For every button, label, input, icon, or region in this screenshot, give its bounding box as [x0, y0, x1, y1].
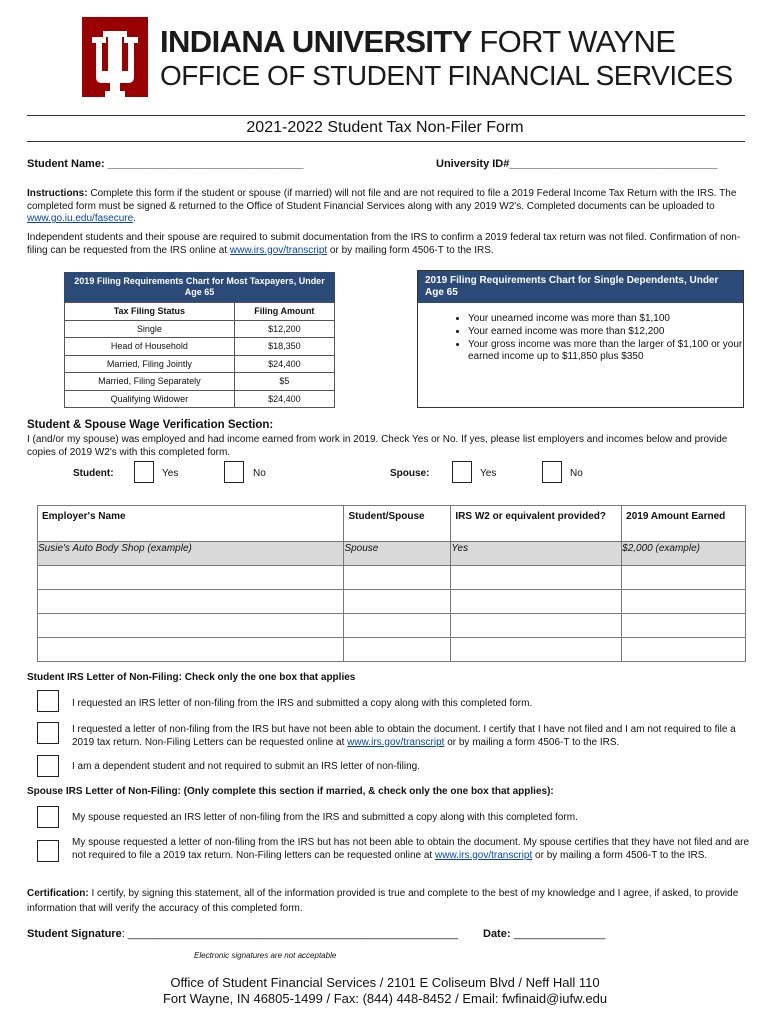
spouse-yes-label: Yes — [480, 468, 497, 479]
employer-table — [37, 505, 746, 662]
spouse-irs-opt2-checkbox[interactable] — [37, 840, 59, 862]
list-item: • Your unearned income was more than $1,100 — [468, 313, 743, 325]
header-rule — [27, 115, 745, 116]
chart-left-title: 2019 Filing Requirements Chart for Most Taxpayers, Under Age 65 — [64, 272, 335, 302]
student-irs-opt2: I requested a letter of non-filing from the IRS but have not been able to obtain the document. I certify that I have not filed and I am not required to file a 2019 tax return. Non-Filing Letters can be requested online at www.irs.gov/transcript or by mailing a form 4506-T to the IRS. — [72, 724, 736, 748]
spouse-no-label: No — [570, 468, 583, 479]
spouse-irs-opt2: My spouse requested a letter of non-filing from the IRS but has not been able to obtain the document. My spouse certifies that they have not filed and are not required to file a 2019 tax return. Non-Filing letters can be requested online at www.irs.gov/transcript or by mailing a form 4506-T to the IRS. — [72, 837, 750, 861]
title-rule — [27, 141, 745, 142]
spouse-irs-opt1: My spouse requested an IRS letter of non-filing from the IRS and submitted a copy along with this completed form. — [72, 812, 578, 823]
table-row[interactable] — [38, 614, 746, 638]
table-row: Married, Filing Jointly $24,400 — [65, 355, 335, 373]
spouse-irs-title: Spouse IRS Letter of Non-Filing: (Only complete this section if married, & check only the one box that applies): — [27, 786, 554, 797]
col-student-spouse: Student/Spouse — [344, 506, 451, 542]
col-employer: Employer's Name — [38, 506, 344, 542]
col-amount: Filing Amount — [234, 303, 334, 321]
filing-requirements-chart — [64, 272, 335, 408]
office-name: OFFICE OF STUDENT FINANCIAL SERVICES — [160, 60, 733, 91]
student-irs-title: Student IRS Letter of Non-Filing: Check only the one box that applies — [27, 672, 356, 683]
irs-transcript-link[interactable]: www.irs.gov/transcript — [229, 244, 328, 256]
student-irs-opt1: I requested an IRS letter of non-filing from the IRS and submitted a copy along with this completed form. — [72, 698, 533, 709]
student-irs-opt3: I am a dependent student and not required to submit an IRS letter of non-filing. — [72, 761, 420, 772]
filing-table — [64, 302, 335, 408]
col-status: Tax Filing Status — [65, 303, 235, 321]
student-name-field[interactable]: Student Name: ________________________________ — [27, 158, 304, 170]
student-yes-checkbox[interactable] — [134, 461, 154, 483]
student-no-checkbox[interactable] — [224, 461, 244, 483]
fasecure-link[interactable]: www.go.iu.edu/fasecure — [27, 213, 134, 224]
trident-icon — [82, 17, 148, 97]
irs-transcript-link[interactable]: www.irs.gov/transcript — [435, 849, 533, 861]
student-irs-opt2-checkbox[interactable] — [37, 722, 59, 744]
instructions-paragraph: Instructions: Complete this form if the student or spouse (if married) will not file and are not required to file a 2019 Federal Income Tax Return with the IRS. The completed form must be signed & returned to the Office of Student Financial Services along with any 2019 W2's. Completed documents can be uploaded to www.go.iu.edu/fasecure. — [27, 188, 737, 224]
spouse-irs-opt1-checkbox[interactable] — [37, 806, 59, 828]
university-id-field[interactable]: University ID#__________________________________ — [436, 158, 718, 170]
spouse-yes-checkbox[interactable] — [452, 461, 472, 483]
chart-right-title: 2019 Filing Requirements Chart for Single Dependents, Under Age 65 — [418, 271, 743, 303]
certification-paragraph: Certification: I certify, by signing this statement, all of the information provided is true and complete to the best of my knowledge and I agree, if asked, to provide information that will verify the accuracy of this completed form. — [27, 888, 739, 914]
table-row[interactable] — [38, 590, 746, 614]
spouse-no-checkbox[interactable] — [542, 461, 562, 483]
footer-contact: Fort Wayne, IN 46805-1499 / Fax: (844) 448-8452 / Email: fwfinaid@iufw.edu — [162, 991, 608, 1006]
student-irs-opt1-checkbox[interactable] — [37, 690, 59, 712]
table-row[interactable] — [38, 638, 746, 662]
wage-section-text: I (and/or my spouse) was employed and had income earned from work in 2019. Check Yes or No. If yes, please list employers and incomes below and provide copies of 2019 W2's with this completed form. — [27, 434, 728, 458]
student-yes-label: Yes — [162, 468, 179, 479]
table-row: Head of Household $18,350 — [65, 338, 335, 356]
table-row: Qualifying Widower $24,400 — [65, 390, 335, 408]
spouse-label: Spouse: — [390, 468, 430, 479]
footer-address: Office of Student Financial Services / 2101 E Coliseum Blvd / Neff Hall 110 — [170, 975, 600, 990]
independent-paragraph: Independent students and their spouse are required to submit documentation from the IRS to confirm a 2019 federal tax return was not filed. Confirmation of non-filing can be requested from the IRS online at www.irs.gov/transcript or by mailing form 4506-T to the IRS. — [27, 232, 741, 256]
signature-field[interactable]: Student Signature: ______________________________________________________ — [27, 928, 459, 940]
wage-section-title: Student & Spouse Wage Verification Section: — [27, 419, 274, 431]
form-title: 2021-2022 Student Tax Non-Filer Form — [246, 119, 524, 136]
col-w2: IRS W2 or equivalent provided? — [451, 506, 622, 542]
dependents-chart — [417, 270, 744, 408]
table-row: Single $12,200 — [65, 320, 335, 338]
iu-logo — [82, 17, 148, 97]
col-amount: 2019 Amount Earned — [622, 506, 746, 542]
student-label: Student: — [73, 468, 114, 479]
university-name: INDIANA UNIVERSITY FORT WAYNE — [160, 24, 676, 59]
irs-transcript-link[interactable]: www.irs.gov/transcript — [347, 736, 445, 748]
example-row: Susie's Auto Body Shop (example) Spouse Yes $2,000 (example) — [38, 542, 746, 566]
list-item: • Your gross income was more than the larger of $1,100 or your earned income up to $11,850 plus $350 — [468, 339, 743, 363]
student-irs-opt3-checkbox[interactable] — [37, 755, 59, 777]
table-row: Married, Filing Separately $5 — [65, 373, 335, 391]
table-row[interactable] — [38, 566, 746, 590]
student-no-label: No — [253, 468, 266, 479]
signature-note: Electronic signatures are not acceptable — [194, 951, 337, 960]
date-field[interactable]: Date: _______________ — [483, 928, 606, 940]
list-item: • Your earned income was more than $12,200 — [468, 326, 743, 338]
